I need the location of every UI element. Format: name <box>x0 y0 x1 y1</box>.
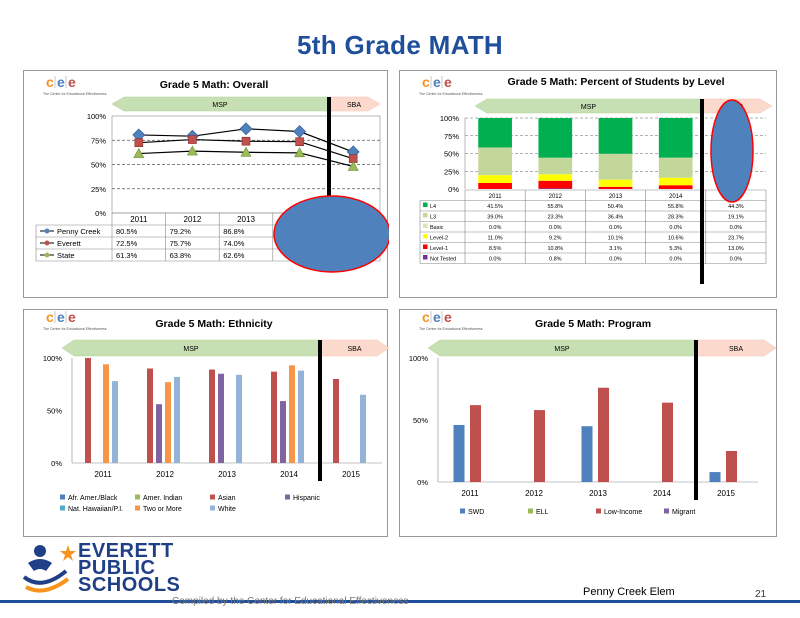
table-value: 62.6% <box>223 251 245 260</box>
compiled-by-text: Compiled by the Center for Educational Effectiveness <box>172 596 409 607</box>
table-value: 55.8% <box>667 204 684 210</box>
highlight-ellipse <box>274 196 389 272</box>
district-line-2: PUBLIC <box>78 557 156 579</box>
cee-logo-letter: e <box>57 310 65 325</box>
table-value: 0.0% <box>549 225 562 231</box>
legend-swatch <box>596 509 601 514</box>
table-value: 10.1% <box>607 235 624 242</box>
bar-segment <box>538 118 572 158</box>
msp-label: MSP <box>212 102 228 109</box>
data-point <box>188 136 196 144</box>
bar <box>534 410 545 482</box>
bar <box>710 472 721 482</box>
overall-chart <box>24 71 389 299</box>
sba-label: SBA <box>347 346 362 353</box>
legend-swatch <box>423 213 428 218</box>
sba-label: SBA <box>346 102 362 109</box>
legend-label: State <box>57 251 75 260</box>
x-tick-label: 2014 <box>669 194 683 200</box>
bar <box>333 379 339 463</box>
bar <box>209 370 215 463</box>
bar <box>289 365 295 463</box>
district-logo-text <box>78 540 181 596</box>
cee-logo-letter: e <box>57 74 65 90</box>
table-value: 50.4% <box>607 204 624 210</box>
table-value: 28.3% <box>667 214 684 221</box>
data-point <box>294 126 306 138</box>
y-tick-label: 50% <box>443 149 459 159</box>
bar <box>147 369 153 464</box>
x-tick-label: 2011 <box>461 489 479 498</box>
x-tick-label: 2013 <box>589 489 607 498</box>
overall-panel <box>23 70 388 298</box>
y-tick-label: 100% <box>408 354 428 363</box>
x-tick-label: 2013 <box>608 194 623 200</box>
y-tick-label: 25% <box>90 184 106 194</box>
bar <box>360 395 366 463</box>
legend-label: Migrant <box>672 509 696 516</box>
legend-label: White <box>218 506 236 513</box>
bar <box>598 388 609 482</box>
x-tick-label: 2013 <box>237 215 255 224</box>
bar <box>165 382 171 463</box>
bar-segment <box>478 118 512 147</box>
table-value: 0.0% <box>669 256 682 263</box>
legend-marker <box>45 229 50 234</box>
school-name: Penny Creek Elem <box>583 586 675 598</box>
bar <box>271 372 277 463</box>
bar <box>298 371 304 463</box>
legend-label: Low-Income <box>604 509 643 516</box>
table-value: 55.8% <box>547 204 564 210</box>
table-value: 80.5% <box>116 227 138 236</box>
x-tick-label: 2011 <box>94 470 112 479</box>
district-line-3: SCHOOLS <box>78 574 181 596</box>
legend-label: Level-2 <box>430 235 449 242</box>
bar-segment <box>538 158 572 175</box>
x-tick-label: 2014 <box>653 489 671 498</box>
bar-segment <box>599 187 633 189</box>
x-tick-label: 2011 <box>488 194 502 200</box>
bar <box>280 401 286 463</box>
program-panel <box>399 309 777 537</box>
legend-swatch <box>285 495 290 500</box>
bar <box>174 377 180 463</box>
legend-label: Hispanic <box>293 495 320 502</box>
cee-logo-letter: c <box>46 310 54 325</box>
legend-label: Two or More <box>143 506 182 513</box>
bar-segment <box>538 181 572 189</box>
y-tick-label: 75% <box>443 131 459 141</box>
table-value: 44.3% <box>728 204 744 210</box>
bar-segment <box>599 154 633 180</box>
table-value: 0.0% <box>669 225 682 231</box>
y-tick-label: 50% <box>412 416 428 425</box>
legend-swatch <box>423 255 428 260</box>
cee-logo-tagline: The Center for Educational Effectiveness <box>419 92 483 96</box>
cee-logo-letter: e <box>444 310 452 325</box>
y-tick-label: 0% <box>51 459 62 468</box>
x-tick-label: 2015 <box>717 489 735 498</box>
bar <box>85 358 91 463</box>
table-value: 41.5% <box>487 204 503 210</box>
bar <box>156 404 162 463</box>
legend-swatch <box>460 509 465 514</box>
legend-label: SWD <box>468 509 485 516</box>
msp-label: MSP <box>183 346 199 353</box>
legend-swatch <box>60 506 65 511</box>
x-tick-label: 2012 <box>156 470 174 479</box>
table-value: 0.0% <box>488 256 502 263</box>
x-tick-label: 2012 <box>525 489 543 498</box>
legend-label: L4 <box>430 204 437 210</box>
table-value: 10.6% <box>667 235 684 242</box>
bar-segment <box>538 174 572 181</box>
table-value: 3.1% <box>609 246 622 252</box>
legend-swatch <box>135 495 140 500</box>
y-tick-label: 100% <box>42 354 62 363</box>
cee-logo-tagline: The Center for Educational Effectiveness <box>419 327 483 331</box>
chart-title: Grade 5 Math: Overall <box>159 79 269 91</box>
data-point <box>240 123 252 135</box>
ethnicity-chart <box>24 310 389 538</box>
bar <box>112 381 118 463</box>
y-tick-label: 50% <box>46 406 62 416</box>
cee-logo-tagline: The Center for Educational Effectiveness <box>43 92 107 96</box>
x-tick-label: 2013 <box>218 470 236 479</box>
levels-panel <box>399 70 777 298</box>
table-value: 10.8% <box>547 246 564 252</box>
cee-logo-tagline: The Center for Educational Effectiveness <box>43 327 107 331</box>
legend-label: Not Tested <box>430 256 457 263</box>
legend-label: Asian <box>218 495 236 502</box>
table-value: 5.3% <box>669 246 682 252</box>
cee-logo-letter: e <box>68 310 76 325</box>
table-value: 0.0% <box>488 225 502 231</box>
table-value: 63.8% <box>169 251 191 260</box>
everett-logo-icon <box>22 541 78 599</box>
cee-logo-letter: e <box>68 74 76 90</box>
bar <box>582 426 593 482</box>
data-point <box>296 138 304 146</box>
msp-label: MSP <box>554 346 570 353</box>
legend-swatch <box>210 495 215 500</box>
table-value: 0.8% <box>549 256 562 263</box>
levels-chart <box>400 71 778 299</box>
legend-swatch <box>210 506 215 511</box>
legend-label: Penny Creek <box>57 227 101 236</box>
table-value: 23.7% <box>728 235 744 242</box>
legend-label: ELL <box>536 509 549 516</box>
bar <box>103 364 109 463</box>
msp-label: MSP <box>580 104 597 111</box>
sba-label: SBA <box>728 346 744 353</box>
y-tick-label: 100% <box>86 112 106 121</box>
legend-swatch <box>423 234 428 239</box>
bar <box>236 375 242 463</box>
bar <box>218 374 224 463</box>
bar-segment <box>659 158 693 178</box>
legend-swatch <box>423 224 428 229</box>
x-tick-label: 2012 <box>183 215 202 224</box>
chart-title: Grade 5 Math: Ethnicity <box>155 318 273 330</box>
bar <box>662 403 673 482</box>
legend-swatch <box>664 509 669 514</box>
table-value: 8.5% <box>488 246 502 252</box>
x-tick-label: 2012 <box>548 194 562 200</box>
cee-logo-letter: c <box>422 310 430 325</box>
legend-swatch <box>423 245 428 250</box>
legend-label: Afr. Amer./Black <box>68 495 118 502</box>
legend-label: L3 <box>430 214 437 221</box>
y-tick-label: 0% <box>417 478 428 487</box>
ethnicity-panel <box>23 309 388 537</box>
table-value: 39.0% <box>487 214 503 221</box>
x-tick-label: 2011 <box>130 215 148 224</box>
bar-segment <box>478 183 512 189</box>
y-tick-label: 100% <box>439 114 459 123</box>
table-value: 19.1% <box>728 214 744 221</box>
table-value: 0.0% <box>609 225 622 231</box>
data-point <box>135 139 143 147</box>
bar-segment <box>599 118 633 154</box>
bar-segment <box>538 188 572 189</box>
bar-segment <box>659 118 693 158</box>
table-value: 0.0% <box>729 225 743 231</box>
table-value: 13.0% <box>728 246 744 252</box>
bar-segment <box>478 147 512 175</box>
legend-label: Basic <box>430 225 444 231</box>
chart-title: Grade 5 Math: Percent of Students by Level <box>507 76 725 88</box>
district-line-1: EVERETT <box>78 540 174 562</box>
legend-swatch <box>528 509 533 514</box>
legend-swatch <box>60 495 65 500</box>
table-value: 23.3% <box>547 214 564 221</box>
table-value: 75.7% <box>169 239 191 248</box>
cee-logo-letter: e <box>433 74 441 90</box>
legend-label: Level-1 <box>430 246 449 252</box>
page-title: 5th Grade MATH <box>297 30 503 60</box>
legend-label: Nat. Hawaiian/P.I. <box>68 506 124 513</box>
cee-logo-letter: c <box>422 74 430 90</box>
y-tick-label: 25% <box>443 167 459 177</box>
bar <box>470 405 481 482</box>
cee-logo-letter: e <box>433 310 441 325</box>
legend-marker <box>45 253 50 258</box>
y-tick-label: 0% <box>448 185 459 194</box>
legend-swatch <box>135 506 140 511</box>
table-value: 0.0% <box>609 256 622 263</box>
table-value: 36.4% <box>607 214 624 221</box>
y-tick-label: 50% <box>90 160 106 170</box>
y-tick-label: 0% <box>95 209 106 218</box>
bar-segment <box>599 180 633 187</box>
x-tick-label: 2015 <box>342 470 360 479</box>
bar <box>454 425 465 482</box>
bar-segment <box>659 178 693 186</box>
highlight-ellipse <box>711 100 753 202</box>
table-value: 11.0% <box>487 235 503 242</box>
page-number: 21 <box>755 589 767 600</box>
legend-label: Everett <box>57 239 81 248</box>
table-value: 86.8% <box>223 227 245 236</box>
bar-segment <box>478 175 512 183</box>
y-tick-label: 75% <box>90 136 106 146</box>
table-value: 74.0% <box>223 239 245 248</box>
legend-swatch <box>423 203 428 208</box>
legend-label: Amer. Indian <box>143 495 183 502</box>
table-value: 79.2% <box>169 227 191 236</box>
cee-logo-letter: c <box>46 74 54 90</box>
table-value: 9.2% <box>549 235 562 242</box>
table-value: 61.3% <box>116 251 138 260</box>
table-value: 0.0% <box>729 256 743 263</box>
data-point <box>242 137 250 145</box>
legend-marker <box>45 241 50 246</box>
bar-segment <box>659 185 693 189</box>
x-tick-label: 2014 <box>280 470 298 479</box>
bar <box>726 451 737 482</box>
cee-logo-letter: e <box>444 74 452 90</box>
chart-title: Grade 5 Math: Program <box>534 318 652 330</box>
program-chart <box>400 310 778 538</box>
table-value: 72.5% <box>116 239 138 248</box>
